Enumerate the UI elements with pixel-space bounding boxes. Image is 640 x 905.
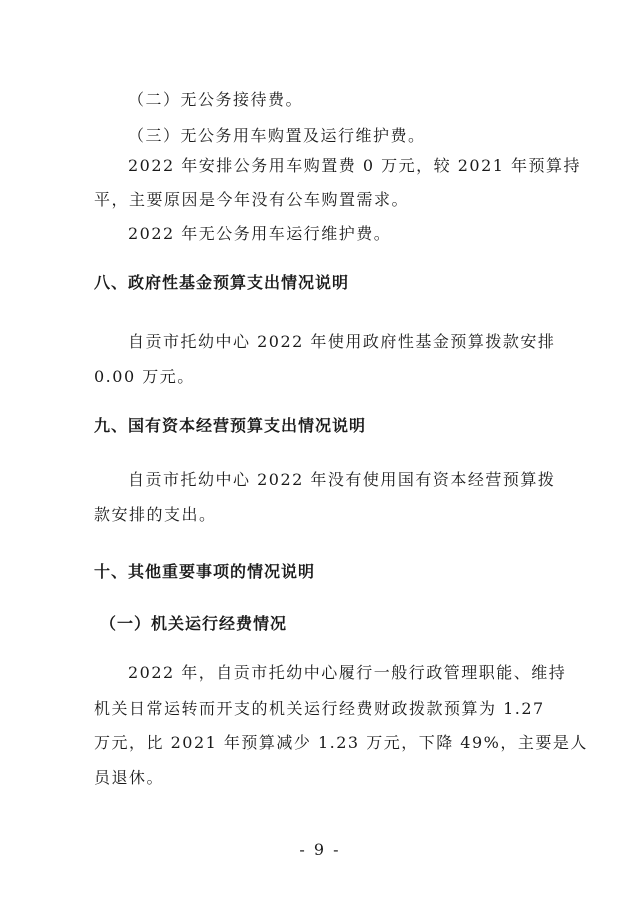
operating-funds-line-1: 2022 年，自贡市托幼中心履行一般行政管理职能、维持: [128, 663, 567, 682]
section-heading-state-capital: 九、国有资本经营预算支出情况说明: [94, 416, 367, 435]
government-fund-line-1: 自贡市托幼中心 2022 年使用政府性基金预算拨款安排: [128, 332, 556, 351]
paragraph-vehicle-purchase-line-1: 2022 年安排公务用车购置费 0 万元，较 2021 年预算持: [128, 156, 582, 175]
section-heading-other-matters: 十、其他重要事项的情况说明: [94, 562, 316, 581]
government-fund-line-2: 0.00 万元。: [94, 367, 195, 386]
paragraph-vehicle-purchase-line-2: 平，主要原因是今年没有公车购置需求。: [94, 190, 410, 209]
item-no-reception-fee: （二）无公务接待费。: [128, 90, 304, 109]
operating-funds-line-4: 员退休。: [94, 768, 165, 787]
state-capital-line-2: 款安排的支出。: [94, 505, 217, 524]
item-no-vehicle-fee: （三）无公务用车购置及运行维护费。: [128, 126, 426, 145]
section-heading-government-fund: 八、政府性基金预算支出情况说明: [94, 273, 350, 292]
state-capital-line-1: 自贡市托幼中心 2022 年没有使用国有资本经营预算拨: [128, 470, 556, 489]
operating-funds-line-2: 机关日常运转而开支的机关运行经费财政拨款预算为 1.27: [94, 699, 545, 718]
page-number: - 9 -: [299, 840, 341, 859]
operating-funds-line-3: 万元，比 2021 年预算减少 1.23 万元，下降 49%，主要是人: [94, 733, 588, 752]
paragraph-vehicle-maintenance: 2022 年无公务用车运行维护费。: [128, 224, 392, 243]
subheading-operating-funds: （一）机关运行经费情况: [100, 614, 288, 633]
